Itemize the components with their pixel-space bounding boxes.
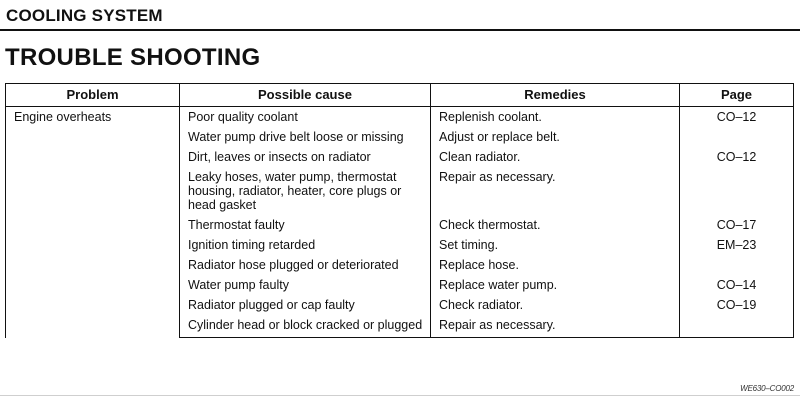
cause-cell: Thermostat faulty <box>180 215 431 235</box>
remedy-cell: Replenish coolant. <box>431 107 680 128</box>
column-header-remedies: Remedies <box>431 84 680 107</box>
cause-cell: Leaky hoses, water pump, thermostat housing, radiator, heater, core plugs or head gasket <box>180 167 431 215</box>
section-title: COOLING SYSTEM <box>6 6 163 25</box>
page-ref-cell <box>680 315 794 338</box>
section-divider <box>0 29 800 31</box>
cause-cell: Radiator hose plugged or deteriorated <box>180 255 431 275</box>
remedy-cell: Check radiator. <box>431 295 680 315</box>
cause-cell: Water pump faulty <box>180 275 431 295</box>
bottom-divider <box>0 395 800 396</box>
cause-cell: Cylinder head or block cracked or plugged <box>180 315 431 338</box>
page-ref-cell: CO–17 <box>680 215 794 235</box>
column-header-problem: Problem <box>6 84 180 107</box>
page-ref-cell: EM–23 <box>680 235 794 255</box>
figure-code: WE630–CO002 <box>740 384 794 393</box>
page-ref-cell: CO–14 <box>680 275 794 295</box>
problem-cell: Engine overheats <box>6 107 180 338</box>
page-ref-cell: CO–12 <box>680 147 794 167</box>
page-title: TROUBLE SHOOTING <box>5 44 261 71</box>
cause-cell: Ignition timing retarded <box>180 235 431 255</box>
remedy-cell: Replace water pump. <box>431 275 680 295</box>
remedy-cell: Set timing. <box>431 235 680 255</box>
column-header-page: Page <box>680 84 794 107</box>
table-header-row <box>6 84 794 107</box>
page-ref-cell <box>680 167 794 215</box>
cause-cell: Poor quality coolant <box>180 107 431 128</box>
remedy-cell: Repair as necessary. <box>431 167 680 215</box>
remedy-cell: Check thermostat. <box>431 215 680 235</box>
cause-cell: Dirt, leaves or insects on radiator <box>180 147 431 167</box>
cause-cell: Water pump drive belt loose or missing <box>180 127 431 147</box>
table-row <box>6 107 794 128</box>
remedy-cell: Clean radiator. <box>431 147 680 167</box>
remedy-cell: Adjust or replace belt. <box>431 127 680 147</box>
page-ref-cell <box>680 255 794 275</box>
column-header-possible-cause: Possible cause <box>180 84 431 107</box>
remedy-cell: Repair as necessary. <box>431 315 680 338</box>
page-ref-cell <box>680 127 794 147</box>
page-ref-cell: CO–12 <box>680 107 794 128</box>
trouble-shooting-table <box>5 83 794 338</box>
cause-cell: Radiator plugged or cap faulty <box>180 295 431 315</box>
remedy-cell: Replace hose. <box>431 255 680 275</box>
page-ref-cell: CO–19 <box>680 295 794 315</box>
